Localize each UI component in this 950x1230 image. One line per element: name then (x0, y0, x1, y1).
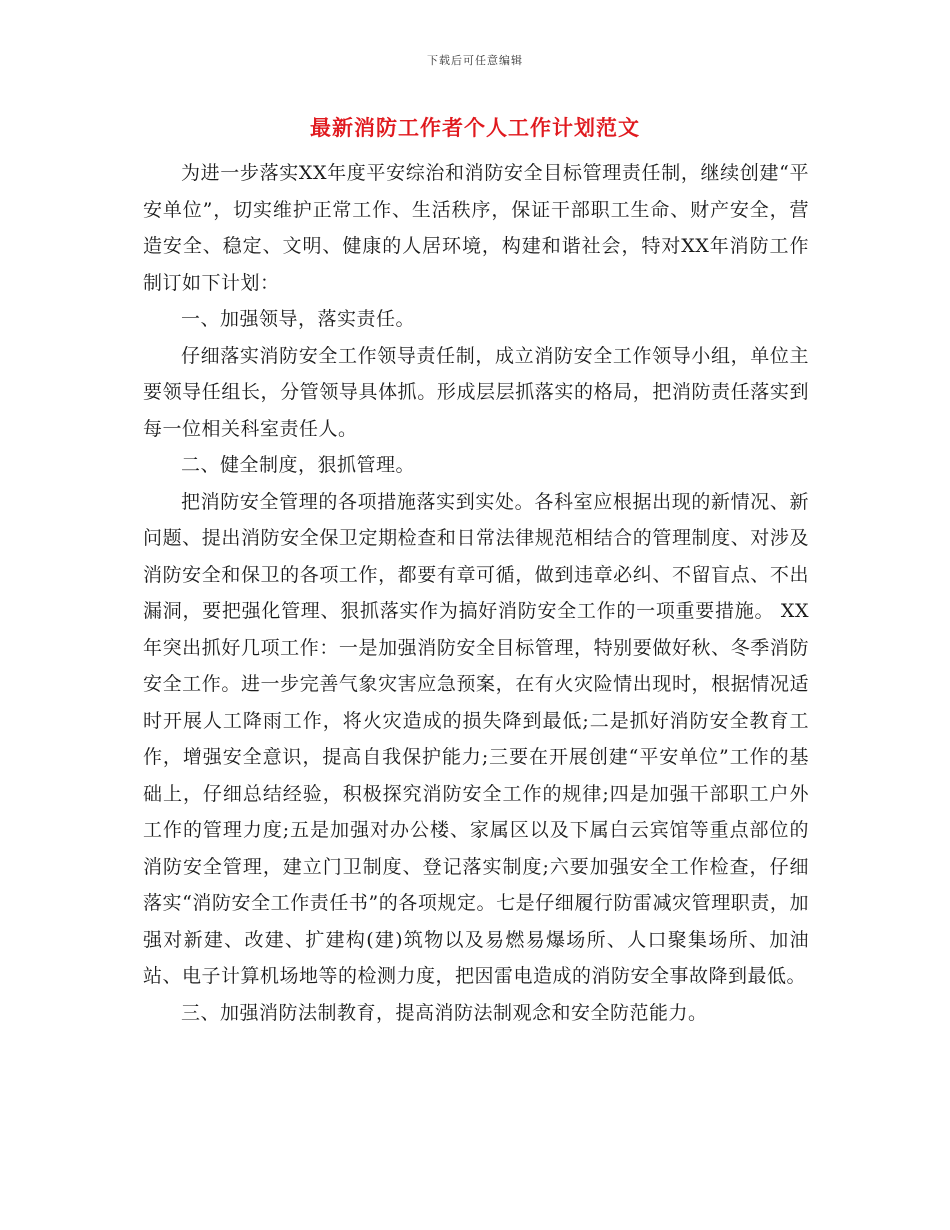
document-body (143, 155, 809, 1031)
section-1-paragraph: 仔细落实消防安全工作领导责任制，成立消防安全工作领导小组，单位主要领导任组长，分管领导具体抓。形成层层抓落实的格局，把消防责任落实到每一位相关科室责任人。 (143, 344, 809, 440)
document-title: 最新消防工作者个人工作计划范文 (310, 115, 640, 140)
header-note: 下载后可任意编辑 (427, 54, 523, 67)
intro-paragraph: 为进一步落实XX年度平安综治和消防安全目标管理责任制，继续创建“平安单位”，切实维护正常工作、生活秩序，保证干部职工生命、财产安全，营造安全、稳定、文明、健康的人居环境，构建和谐社会，特对XX年消防工作制订如下计划： (143, 162, 809, 294)
section-2-paragraph: 把消防安全管理的各项措施落实到实处。各科室应根据出现的新情况、新问题、提出消防安全保卫定期检查和日常法律规范相结合的管理制度、对涉及消防安全和保卫的各项工作，都要有章可循，做到违章必纠、不留盲点、不出漏洞，要把强化管理、狠抓落实作为搞好消防安全工作的一项重要措施。 XX年突出抓好几项工作：一是加强消防安全目标管理，特别要做好秋、冬季消防安全工作。进一步完善气象灾害应急预案，在有火灾险情出现时，根据情况适时开展人工降雨工作，将火灾造成的损失降到最低;二是抓好消防安全教育工作，增强安全意识，提高自我保护能力;三要在开展创建“平安单位”工作的基础上，仔细总结经验，积极探究消防安全工作的规律;四是加强干部职工户外工作的管理力度;五是加强对办公楼、家属区以及下属白云宾馆等重点部位的消防安全管理，建立门卫制度、登记落实制度;六要加强安全工作检查，仔细落实“消防安全工作责任书”的各项规定。七是仔细履行防雷减灾管理职责，加强对新建、改建、扩建构(建)筑物以及易燃易爆场所、人口聚集场所、加油站、电子计算机场地等的检测力度，把因雷电造成的消防安全事故降到最低。 (143, 490, 809, 987)
section-heading-2: 二、健全制度，狠抓管理。 (181, 454, 416, 476)
section-heading-3: 三、加强消防法制教育，提高消防法制观念和安全防范能力。 (181, 1001, 708, 1024)
section-heading-1: 一、加强领导，落实责任。 (181, 308, 416, 330)
